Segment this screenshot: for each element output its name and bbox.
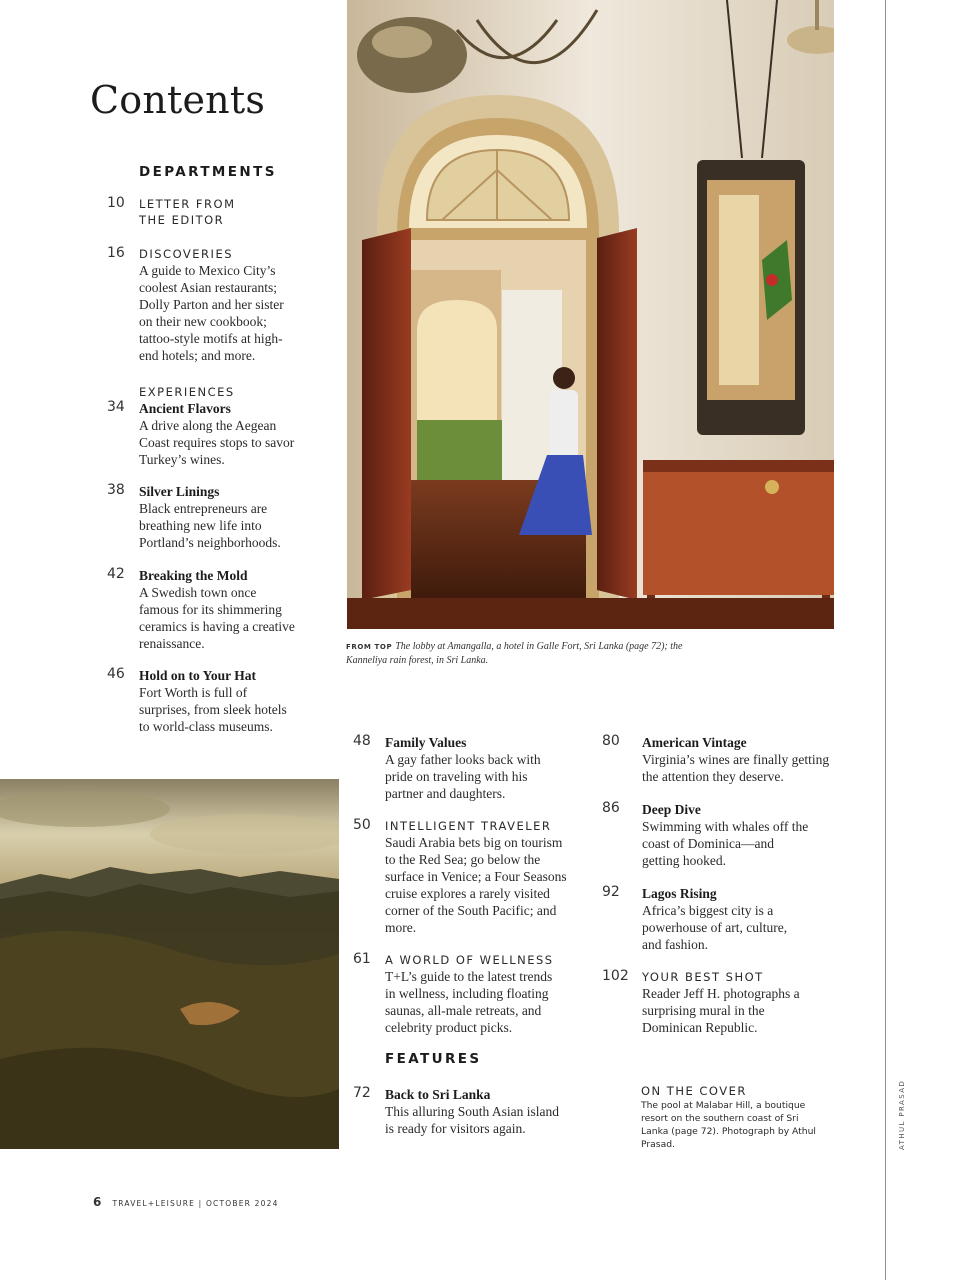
page-number: 48 <box>353 733 371 749</box>
caption-lead: FROM TOP <box>346 643 393 651</box>
lobby-photo <box>347 0 834 629</box>
entry-description: A gay father looks back with pride on traveling with his partner and daughters. <box>385 752 541 801</box>
toc-entry[interactable] <box>107 195 314 228</box>
page-number: 80 <box>602 733 620 749</box>
rainforest-illustration <box>0 779 339 1149</box>
page-number: 16 <box>107 245 125 261</box>
entry-description: This alluring South Asian island is ready for visitors again. <box>385 1104 559 1136</box>
footer-page-number: 6 <box>93 1195 102 1209</box>
entry-description: Saudi Arabia bets big on tourism to the Red Sea; go below the surface in Venice; a Four Seasons cruise explores a rarely visited corner of the South Pacific; and more. <box>385 835 567 935</box>
page-number: 86 <box>602 800 620 816</box>
toc-entry[interactable] <box>602 884 804 953</box>
entry-kicker: A WORLD OF WELLNESS <box>385 953 554 967</box>
page-number: 92 <box>602 884 620 900</box>
photo-credit: ATHUL PRASAD <box>898 1079 906 1150</box>
vertical-rule <box>885 0 886 1280</box>
entry-kicker: EXPERIENCES <box>139 385 235 399</box>
page-number: 46 <box>107 666 125 682</box>
page-number: 38 <box>107 482 125 498</box>
entry-title: Back to Sri Lanka <box>385 1087 491 1102</box>
entry-description: A guide to Mexico City’s coolest Asian restaurants; Dolly Parton and her sister on their new cookbook; tattoo-style motifs at high-end hotels; and more. <box>139 263 284 363</box>
toc-entry[interactable] <box>353 733 557 802</box>
toc-entry[interactable] <box>107 384 304 468</box>
entry-description: Africa’s biggest city is a powerhouse of art, culture, and fashion. <box>642 903 788 952</box>
entry-description: Fort Worth is full of surprises, from sleek hotels to world-class museums. <box>139 685 287 734</box>
page-number: 50 <box>353 817 371 833</box>
toc-entry[interactable] <box>602 800 812 869</box>
page-title: Contents <box>90 78 266 122</box>
rainforest-photo <box>0 779 339 1149</box>
toc-entry[interactable] <box>602 968 804 1036</box>
photo-caption <box>346 640 706 668</box>
entry-description: A Swedish town once famous for its shimmering ceramics is having a creative renaissance. <box>139 585 295 651</box>
page-footer <box>93 1191 279 1210</box>
page-number: 72 <box>353 1085 371 1101</box>
entry-title: Family Values <box>385 735 467 750</box>
toc-entry[interactable] <box>353 1085 571 1137</box>
toc-entry[interactable] <box>107 482 299 551</box>
page-number: 61 <box>353 951 371 967</box>
entry-description: T+L’s guide to the latest trends in wellness, including floating saunas, all-male retreats, and celebrity product picks. <box>385 969 553 1035</box>
page-number: 102 <box>602 968 629 984</box>
entry-title: Breaking the Mold <box>139 568 248 583</box>
section-heading-departments: DEPARTMENTS <box>139 164 277 180</box>
toc-entry[interactable] <box>353 817 571 936</box>
entry-kicker: DISCOVERIES <box>139 247 234 261</box>
caption-text: The lobby at Amangalla, a hotel in Galle Fort, Sri Lanka (page 72); the Kanneliya rain forest, in Sri Lanka. <box>346 641 683 666</box>
toc-entry[interactable] <box>353 951 565 1036</box>
lobby-illustration <box>347 0 834 629</box>
entry-description: Virginia’s wines are finally getting the attention they deserve. <box>642 752 830 784</box>
entry-title: Silver Linings <box>139 484 220 499</box>
toc-entry[interactable] <box>107 566 297 652</box>
entry-title: Deep Dive <box>642 802 701 817</box>
page-number: 42 <box>107 566 125 582</box>
entry-description: Reader Jeff H. photographs a surprising mural in the Dominican Republic. <box>642 986 800 1035</box>
toc-entry[interactable] <box>602 733 837 785</box>
cover-kicker: ON THE COVER <box>641 1084 747 1098</box>
page-number: 34 <box>107 399 125 415</box>
section-heading-features: FEATURES <box>385 1051 482 1067</box>
entry-kicker: YOUR BEST SHOT <box>642 970 764 984</box>
toc-entry[interactable] <box>107 666 299 735</box>
entry-title: Ancient Flavors <box>139 401 231 416</box>
entry-title: Hold on to Your Hat <box>139 668 257 683</box>
footer-publication: TRAVEL+LEISURE | OCTOBER 2024 <box>112 1199 279 1208</box>
page-number: 10 <box>107 195 125 211</box>
entry-description: Swimming with whales off the coast of Dominica—and getting hooked. <box>642 819 809 868</box>
cover-description: The pool at Malabar Hill, a boutique resort on the southern coast of Sri Lanka (page 72). Photograph by Athul Prasad. <box>641 1100 816 1150</box>
entry-title: American Vintage <box>642 735 747 750</box>
entry-description: Black entrepreneurs are breathing new life into Portland’s neighborhoods. <box>139 501 281 550</box>
on-the-cover <box>641 1083 821 1151</box>
entry-title: Lagos Rising <box>642 886 717 901</box>
entry-description: A drive along the Aegean Coast requires stops to savor Turkey’s wines. <box>139 418 295 467</box>
entry-kicker: LETTER FROM THE EDITOR <box>139 197 236 227</box>
entry-kicker: INTELLIGENT TRAVELER <box>385 819 552 833</box>
toc-entry[interactable] <box>107 245 299 364</box>
